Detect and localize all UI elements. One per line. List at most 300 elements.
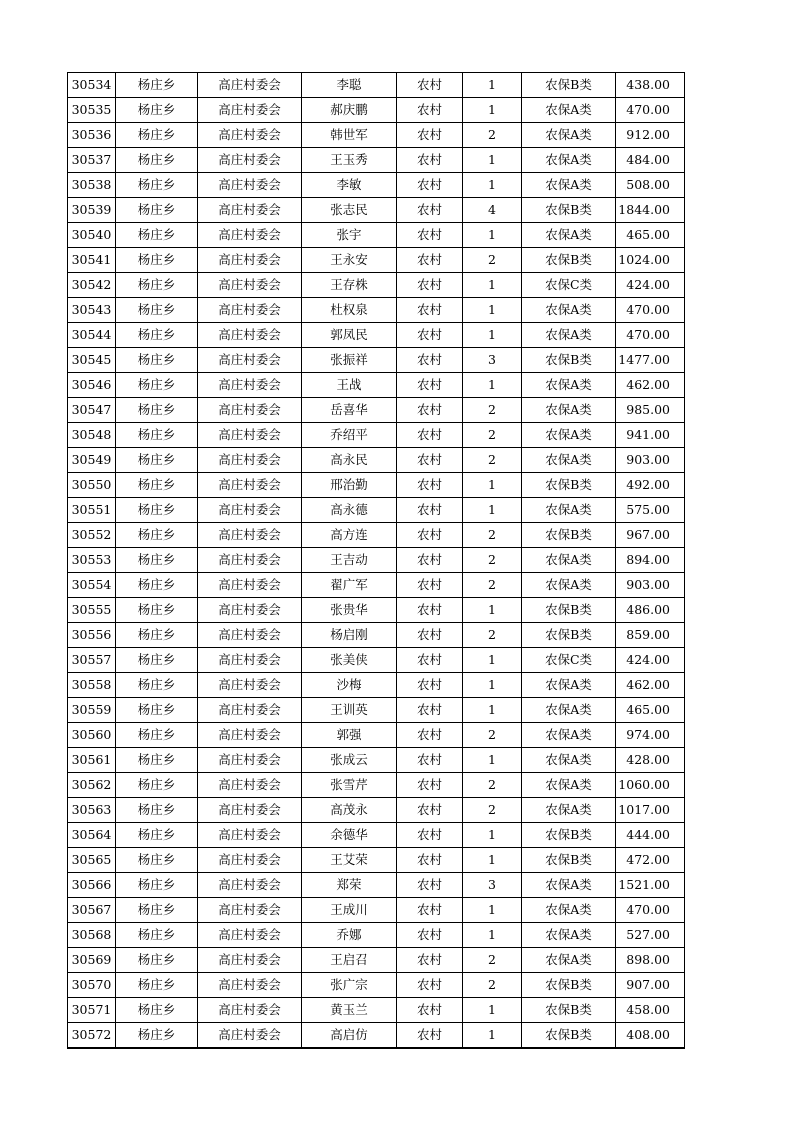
area-type-cell: 农村: [397, 648, 463, 673]
name-cell: 高方连: [302, 523, 397, 548]
household-size-cell: 1: [463, 73, 522, 98]
name-cell: 郭强: [302, 723, 397, 748]
name-cell: 李敏: [302, 173, 397, 198]
insurance-category-cell: 农保A类: [522, 548, 616, 573]
name-cell: 张广宗: [302, 973, 397, 998]
name-cell: 岳喜华: [302, 398, 397, 423]
township-cell: 杨庄乡: [116, 573, 198, 598]
table-row: [68, 923, 685, 948]
amount-cell: 1477.00: [616, 348, 685, 373]
township-cell: 杨庄乡: [116, 298, 198, 323]
township-cell: 杨庄乡: [116, 748, 198, 773]
area-type-cell: 农村: [397, 448, 463, 473]
name-cell: 余德华: [302, 823, 397, 848]
name-cell: 王战: [302, 373, 397, 398]
area-type-cell: 农村: [397, 123, 463, 148]
village-committee-cell: 高庄村委会: [198, 423, 302, 448]
amount-cell: 903.00: [616, 573, 685, 598]
area-type-cell: 农村: [397, 98, 463, 123]
village-committee-cell: 高庄村委会: [198, 848, 302, 873]
amount-cell: 508.00: [616, 173, 685, 198]
amount-cell: 470.00: [616, 898, 685, 923]
insurance-category-cell: 农保A类: [522, 698, 616, 723]
amount-cell: 458.00: [616, 998, 685, 1023]
township-cell: 杨庄乡: [116, 73, 198, 98]
table-row: [68, 448, 685, 473]
name-cell: 王永安: [302, 248, 397, 273]
village-committee-cell: 高庄村委会: [198, 323, 302, 348]
table-row: [68, 873, 685, 898]
record-id-cell: 30546: [68, 373, 116, 398]
household-size-cell: 1: [463, 323, 522, 348]
amount-cell: 967.00: [616, 523, 685, 548]
name-cell: 张贵华: [302, 598, 397, 623]
table-row: [68, 473, 685, 498]
village-committee-cell: 高庄村委会: [198, 673, 302, 698]
insurance-category-cell: 农保A类: [522, 573, 616, 598]
table-row: [68, 698, 685, 723]
household-size-cell: 1: [463, 823, 522, 848]
household-size-cell: 2: [463, 548, 522, 573]
insurance-category-cell: 农保B类: [522, 848, 616, 873]
insurance-category-cell: 农保A类: [522, 723, 616, 748]
table-row: [68, 248, 685, 273]
table-row: [68, 573, 685, 598]
record-id-cell: 30544: [68, 323, 116, 348]
record-id-cell: 30550: [68, 473, 116, 498]
village-committee-cell: 高庄村委会: [198, 748, 302, 773]
record-id-cell: 30567: [68, 898, 116, 923]
area-type-cell: 农村: [397, 598, 463, 623]
table-row: [68, 73, 685, 98]
name-cell: 杜权泉: [302, 298, 397, 323]
village-committee-cell: 高庄村委会: [198, 548, 302, 573]
record-id-cell: 30542: [68, 273, 116, 298]
village-committee-cell: 高庄村委会: [198, 373, 302, 398]
record-id-cell: 30552: [68, 523, 116, 548]
household-size-cell: 2: [463, 423, 522, 448]
household-size-cell: 2: [463, 973, 522, 998]
village-committee-cell: 高庄村委会: [198, 98, 302, 123]
village-committee-cell: 高庄村委会: [198, 348, 302, 373]
table-row: [68, 348, 685, 373]
township-cell: 杨庄乡: [116, 548, 198, 573]
township-cell: 杨庄乡: [116, 998, 198, 1023]
household-size-cell: 1: [463, 98, 522, 123]
amount-cell: 912.00: [616, 123, 685, 148]
household-size-cell: 2: [463, 398, 522, 423]
name-cell: 韩世军: [302, 123, 397, 148]
record-id-cell: 30538: [68, 173, 116, 198]
table-row: [68, 973, 685, 998]
household-size-cell: 1: [463, 498, 522, 523]
record-id-cell: 30543: [68, 298, 116, 323]
village-committee-cell: 高庄村委会: [198, 973, 302, 998]
household-size-cell: 1: [463, 473, 522, 498]
amount-cell: 408.00: [616, 1023, 685, 1049]
insurance-category-cell: 农保A类: [522, 148, 616, 173]
record-id-cell: 30545: [68, 348, 116, 373]
insurance-category-cell: 农保A类: [522, 298, 616, 323]
insurance-category-cell: 农保B类: [522, 248, 616, 273]
township-cell: 杨庄乡: [116, 773, 198, 798]
area-type-cell: 农村: [397, 423, 463, 448]
village-committee-cell: 高庄村委会: [198, 773, 302, 798]
household-size-cell: 2: [463, 523, 522, 548]
household-size-cell: 2: [463, 123, 522, 148]
township-cell: 杨庄乡: [116, 498, 198, 523]
village-committee-cell: 高庄村委会: [198, 573, 302, 598]
record-id-cell: 30558: [68, 673, 116, 698]
area-type-cell: 农村: [397, 373, 463, 398]
insurance-category-cell: 农保B类: [522, 473, 616, 498]
township-cell: 杨庄乡: [116, 848, 198, 873]
village-committee-cell: 高庄村委会: [198, 998, 302, 1023]
amount-cell: 465.00: [616, 698, 685, 723]
name-cell: 李聪: [302, 73, 397, 98]
amount-cell: 424.00: [616, 273, 685, 298]
name-cell: 乔娜: [302, 923, 397, 948]
record-id-cell: 30541: [68, 248, 116, 273]
area-type-cell: 农村: [397, 548, 463, 573]
household-size-cell: 1: [463, 298, 522, 323]
area-type-cell: 农村: [397, 273, 463, 298]
record-id-cell: 30539: [68, 198, 116, 223]
amount-cell: 894.00: [616, 548, 685, 573]
household-size-cell: 2: [463, 948, 522, 973]
insurance-category-cell: 农保A类: [522, 123, 616, 148]
area-type-cell: 农村: [397, 498, 463, 523]
amount-cell: 486.00: [616, 598, 685, 623]
township-cell: 杨庄乡: [116, 98, 198, 123]
name-cell: 高茂永: [302, 798, 397, 823]
area-type-cell: 农村: [397, 923, 463, 948]
area-type-cell: 农村: [397, 223, 463, 248]
table-row: [68, 373, 685, 398]
amount-cell: 470.00: [616, 298, 685, 323]
township-cell: 杨庄乡: [116, 348, 198, 373]
record-id-cell: 30571: [68, 998, 116, 1023]
township-cell: 杨庄乡: [116, 798, 198, 823]
village-committee-cell: 高庄村委会: [198, 198, 302, 223]
table-row: [68, 998, 685, 1023]
township-cell: 杨庄乡: [116, 373, 198, 398]
village-committee-cell: 高庄村委会: [198, 248, 302, 273]
village-committee-cell: 高庄村委会: [198, 498, 302, 523]
area-type-cell: 农村: [397, 323, 463, 348]
township-cell: 杨庄乡: [116, 273, 198, 298]
area-type-cell: 农村: [397, 398, 463, 423]
name-cell: 王玉秀: [302, 148, 397, 173]
township-cell: 杨庄乡: [116, 948, 198, 973]
area-type-cell: 农村: [397, 723, 463, 748]
area-type-cell: 农村: [397, 198, 463, 223]
township-cell: 杨庄乡: [116, 1023, 198, 1049]
allowance-table: [67, 72, 685, 1049]
household-size-cell: 3: [463, 873, 522, 898]
village-committee-cell: 高庄村委会: [198, 1023, 302, 1049]
table-row: [68, 148, 685, 173]
area-type-cell: 农村: [397, 673, 463, 698]
village-committee-cell: 高庄村委会: [198, 298, 302, 323]
name-cell: 张雪芹: [302, 773, 397, 798]
household-size-cell: 1: [463, 173, 522, 198]
amount-cell: 470.00: [616, 323, 685, 348]
household-size-cell: 2: [463, 798, 522, 823]
village-committee-cell: 高庄村委会: [198, 398, 302, 423]
record-id-cell: 30534: [68, 73, 116, 98]
record-id-cell: 30555: [68, 598, 116, 623]
amount-cell: 484.00: [616, 148, 685, 173]
record-id-cell: 30551: [68, 498, 116, 523]
township-cell: 杨庄乡: [116, 473, 198, 498]
village-committee-cell: 高庄村委会: [198, 123, 302, 148]
name-cell: 张成云: [302, 748, 397, 773]
insurance-category-cell: 农保A类: [522, 923, 616, 948]
household-size-cell: 1: [463, 898, 522, 923]
household-size-cell: 1: [463, 223, 522, 248]
record-id-cell: 30554: [68, 573, 116, 598]
table-row: [68, 173, 685, 198]
household-size-cell: 1: [463, 923, 522, 948]
village-committee-cell: 高庄村委会: [198, 523, 302, 548]
amount-cell: 428.00: [616, 748, 685, 773]
household-size-cell: 1: [463, 648, 522, 673]
table-row: [68, 948, 685, 973]
record-id-cell: 30535: [68, 98, 116, 123]
township-cell: 杨庄乡: [116, 398, 198, 423]
household-size-cell: 1: [463, 1023, 522, 1049]
amount-cell: 859.00: [616, 623, 685, 648]
township-cell: 杨庄乡: [116, 523, 198, 548]
household-size-cell: 1: [463, 673, 522, 698]
area-type-cell: 农村: [397, 173, 463, 198]
township-cell: 杨庄乡: [116, 623, 198, 648]
village-committee-cell: 高庄村委会: [198, 873, 302, 898]
township-cell: 杨庄乡: [116, 898, 198, 923]
insurance-category-cell: 农保B类: [522, 198, 616, 223]
amount-cell: 898.00: [616, 948, 685, 973]
insurance-category-cell: 农保A类: [522, 423, 616, 448]
household-size-cell: 4: [463, 198, 522, 223]
table-row: [68, 398, 685, 423]
record-id-cell: 30561: [68, 748, 116, 773]
amount-cell: 527.00: [616, 923, 685, 948]
township-cell: 杨庄乡: [116, 198, 198, 223]
area-type-cell: 农村: [397, 748, 463, 773]
name-cell: 黄玉兰: [302, 998, 397, 1023]
amount-cell: 575.00: [616, 498, 685, 523]
insurance-category-cell: 农保A类: [522, 98, 616, 123]
household-size-cell: 2: [463, 723, 522, 748]
area-type-cell: 农村: [397, 998, 463, 1023]
table-row: [68, 423, 685, 448]
insurance-category-cell: 农保A类: [522, 323, 616, 348]
amount-cell: 424.00: [616, 648, 685, 673]
village-committee-cell: 高庄村委会: [198, 798, 302, 823]
village-committee-cell: 高庄村委会: [198, 698, 302, 723]
insurance-category-cell: 农保B类: [522, 823, 616, 848]
name-cell: 郭凤民: [302, 323, 397, 348]
area-type-cell: 农村: [397, 823, 463, 848]
name-cell: 王存株: [302, 273, 397, 298]
name-cell: 王训英: [302, 698, 397, 723]
household-size-cell: 1: [463, 373, 522, 398]
name-cell: 高永德: [302, 498, 397, 523]
area-type-cell: 农村: [397, 1023, 463, 1049]
area-type-cell: 农村: [397, 73, 463, 98]
table-row: [68, 823, 685, 848]
area-type-cell: 农村: [397, 873, 463, 898]
insurance-category-cell: 农保A类: [522, 498, 616, 523]
insurance-category-cell: 农保B类: [522, 623, 616, 648]
household-size-cell: 1: [463, 148, 522, 173]
record-id-cell: 30540: [68, 223, 116, 248]
amount-cell: 444.00: [616, 823, 685, 848]
area-type-cell: 农村: [397, 148, 463, 173]
table-row: [68, 773, 685, 798]
insurance-category-cell: 农保B类: [522, 348, 616, 373]
insurance-category-cell: 农保A类: [522, 873, 616, 898]
amount-cell: 492.00: [616, 473, 685, 498]
area-type-cell: 农村: [397, 248, 463, 273]
township-cell: 杨庄乡: [116, 148, 198, 173]
name-cell: 沙梅: [302, 673, 397, 698]
table-row: [68, 298, 685, 323]
amount-cell: 1060.00: [616, 773, 685, 798]
record-id-cell: 30565: [68, 848, 116, 873]
record-id-cell: 30563: [68, 798, 116, 823]
insurance-category-cell: 农保C类: [522, 648, 616, 673]
name-cell: 张志民: [302, 198, 397, 223]
township-cell: 杨庄乡: [116, 673, 198, 698]
table-row: [68, 748, 685, 773]
township-cell: 杨庄乡: [116, 973, 198, 998]
village-committee-cell: 高庄村委会: [198, 598, 302, 623]
area-type-cell: 农村: [397, 698, 463, 723]
household-size-cell: 1: [463, 698, 522, 723]
insurance-category-cell: 农保B类: [522, 523, 616, 548]
township-cell: 杨庄乡: [116, 173, 198, 198]
township-cell: 杨庄乡: [116, 123, 198, 148]
insurance-category-cell: 农保A类: [522, 773, 616, 798]
area-type-cell: 农村: [397, 898, 463, 923]
township-cell: 杨庄乡: [116, 723, 198, 748]
table-row: [68, 898, 685, 923]
table-row: [68, 848, 685, 873]
amount-cell: 462.00: [616, 673, 685, 698]
insurance-category-cell: 农保B类: [522, 1023, 616, 1049]
table-row: [68, 798, 685, 823]
area-type-cell: 农村: [397, 523, 463, 548]
village-committee-cell: 高庄村委会: [198, 723, 302, 748]
name-cell: 王吉动: [302, 548, 397, 573]
insurance-category-cell: 农保B类: [522, 973, 616, 998]
name-cell: 高启仿: [302, 1023, 397, 1049]
village-committee-cell: 高庄村委会: [198, 148, 302, 173]
village-committee-cell: 高庄村委会: [198, 223, 302, 248]
township-cell: 杨庄乡: [116, 323, 198, 348]
record-id-cell: 30566: [68, 873, 116, 898]
insurance-category-cell: 农保A类: [522, 673, 616, 698]
village-committee-cell: 高庄村委会: [198, 648, 302, 673]
area-type-cell: 农村: [397, 298, 463, 323]
name-cell: 张美侠: [302, 648, 397, 673]
township-cell: 杨庄乡: [116, 648, 198, 673]
table-row: [68, 273, 685, 298]
name-cell: 高永民: [302, 448, 397, 473]
name-cell: 郝庆鹏: [302, 98, 397, 123]
area-type-cell: 农村: [397, 973, 463, 998]
area-type-cell: 农村: [397, 573, 463, 598]
area-type-cell: 农村: [397, 473, 463, 498]
record-id-cell: 30564: [68, 823, 116, 848]
name-cell: 邢治勤: [302, 473, 397, 498]
insurance-category-cell: 农保A类: [522, 223, 616, 248]
amount-cell: 472.00: [616, 848, 685, 873]
record-id-cell: 30553: [68, 548, 116, 573]
village-committee-cell: 高庄村委会: [198, 173, 302, 198]
village-committee-cell: 高庄村委会: [198, 823, 302, 848]
record-id-cell: 30570: [68, 973, 116, 998]
record-id-cell: 30569: [68, 948, 116, 973]
amount-cell: 1521.00: [616, 873, 685, 898]
table-row: [68, 523, 685, 548]
name-cell: 翟广军: [302, 573, 397, 598]
area-type-cell: 农村: [397, 773, 463, 798]
household-size-cell: 2: [463, 573, 522, 598]
amount-cell: 974.00: [616, 723, 685, 748]
household-size-cell: 1: [463, 848, 522, 873]
insurance-category-cell: 农保C类: [522, 273, 616, 298]
table-row: [68, 648, 685, 673]
area-type-cell: 农村: [397, 848, 463, 873]
table-row: [68, 548, 685, 573]
table-row: [68, 723, 685, 748]
insurance-category-cell: 农保A类: [522, 748, 616, 773]
township-cell: 杨庄乡: [116, 698, 198, 723]
record-id-cell: 30537: [68, 148, 116, 173]
village-committee-cell: 高庄村委会: [198, 473, 302, 498]
name-cell: 王艾荣: [302, 848, 397, 873]
record-id-cell: 30572: [68, 1023, 116, 1049]
name-cell: 郑荣: [302, 873, 397, 898]
table-row: [68, 198, 685, 223]
household-size-cell: 2: [463, 248, 522, 273]
amount-cell: 907.00: [616, 973, 685, 998]
amount-cell: 465.00: [616, 223, 685, 248]
record-id-cell: 30548: [68, 423, 116, 448]
name-cell: 杨启刚: [302, 623, 397, 648]
insurance-category-cell: 农保B类: [522, 73, 616, 98]
township-cell: 杨庄乡: [116, 873, 198, 898]
household-size-cell: 1: [463, 598, 522, 623]
household-size-cell: 2: [463, 448, 522, 473]
township-cell: 杨庄乡: [116, 823, 198, 848]
village-committee-cell: 高庄村委会: [198, 623, 302, 648]
record-id-cell: 30557: [68, 648, 116, 673]
insurance-category-cell: 农保A类: [522, 448, 616, 473]
village-committee-cell: 高庄村委会: [198, 923, 302, 948]
amount-cell: 1017.00: [616, 798, 685, 823]
insurance-category-cell: 农保B类: [522, 598, 616, 623]
household-size-cell: 3: [463, 348, 522, 373]
insurance-category-cell: 农保A类: [522, 398, 616, 423]
name-cell: 王启召: [302, 948, 397, 973]
amount-cell: 462.00: [616, 373, 685, 398]
insurance-category-cell: 农保A类: [522, 898, 616, 923]
household-size-cell: 1: [463, 748, 522, 773]
